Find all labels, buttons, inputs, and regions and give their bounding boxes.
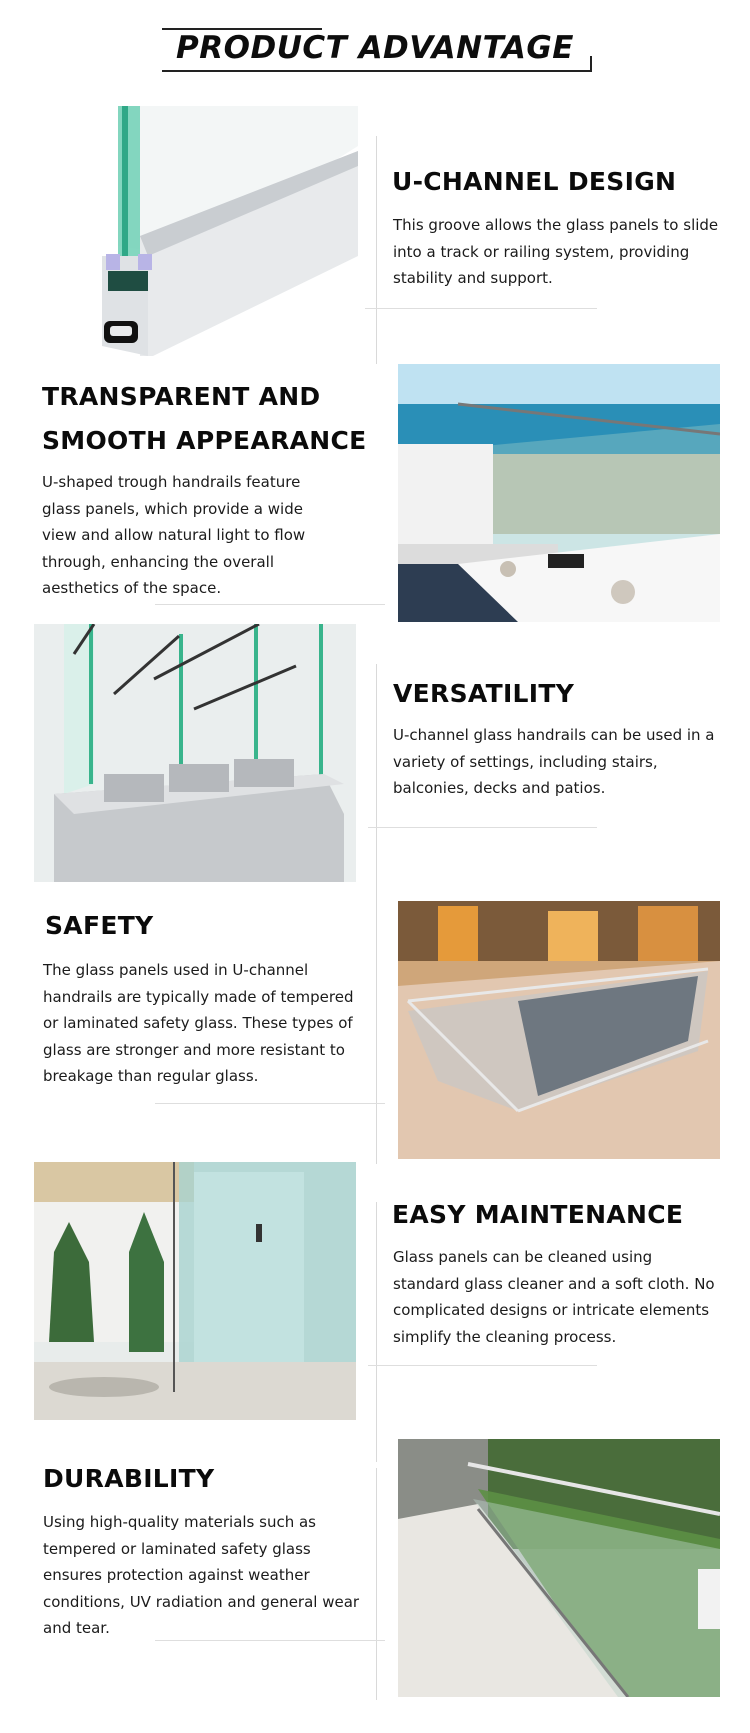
feature-heading-line2: SMOOTH APPEARANCE: [42, 426, 367, 455]
feature-heading: U-CHANNEL DESIGN: [392, 167, 677, 196]
feature-heading: DURABILITY: [43, 1464, 215, 1493]
feature-heading: SAFETY: [45, 911, 154, 940]
divider-vertical: [376, 1468, 377, 1700]
indoor-glass-railing-image: [398, 901, 720, 1159]
divider-horizontal: [368, 827, 597, 828]
feature-u-channel-design: [0, 0, 750, 360]
page-title: PRODUCT ADVANTAGE: [176, 30, 574, 66]
feature-body: This groove allows the glass panels to slide into a track or railing system, providing stability and support.: [393, 216, 719, 287]
feature-transparent-appearance: [0, 364, 750, 624]
divider-horizontal: [368, 1365, 597, 1366]
feature-versatility: [0, 624, 750, 886]
divider-vertical: [376, 136, 377, 364]
u-channel-profile-image: [88, 106, 358, 360]
garden-glass-fence-image: [34, 1162, 356, 1420]
feature-body: The glass panels used in U-channel handrails are typically made of tempered or laminated safety glass. These types of glass are stronger and more resistant to breakage than regular glass.: [43, 961, 354, 1085]
feature-safety: [0, 886, 750, 1162]
feature-body: Using high-quality materials such as tempered or laminated safety glass ensures protection against weather conditions, UV radiation and general wear and tear.: [43, 1513, 360, 1637]
feature-heading: EASY MAINTENANCE: [392, 1200, 684, 1229]
divider-horizontal: [155, 604, 385, 605]
seaside-balcony-image: [398, 364, 720, 622]
feature-heading: VERSATILITY: [393, 679, 575, 708]
divider-horizontal: [155, 1640, 385, 1641]
feature-body: U-channel glass handrails can be used in a variety of settings, including stairs, balconies, decks and patios.: [393, 726, 715, 797]
feature-body: Glass panels can be cleaned using standard glass cleaner and a soft cloth. No complicated designs or intricate elements simplify the cleaning process.: [393, 1248, 715, 1346]
feature-durability: [0, 1424, 750, 1733]
feature-easy-maintenance: [0, 1162, 750, 1424]
glass-panels-in-channel-image: [34, 624, 356, 882]
divider-vertical: [376, 924, 377, 1164]
divider-vertical: [376, 1202, 377, 1462]
feature-body: U-shaped trough handrails feature glass panels, which provide a wide view and allow natural light to flow through, enhancing the overall aesthetics of the space.: [42, 473, 306, 597]
divider-horizontal: [365, 308, 597, 309]
divider-vertical: [376, 664, 377, 924]
feature-heading-line1: TRANSPARENT AND: [42, 382, 321, 411]
terrace-glass-railing-image: [398, 1439, 720, 1697]
divider-horizontal: [155, 1103, 385, 1104]
